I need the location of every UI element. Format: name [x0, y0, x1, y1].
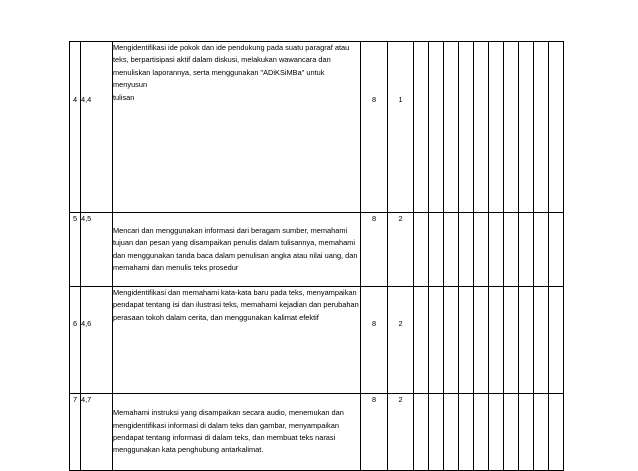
description-line: menuliskan laporannya, serta menggunakan "ADiKSiMBa" untuk menyusun: [113, 67, 325, 90]
empty-cell: [444, 42, 459, 213]
empty-cell: [519, 287, 534, 394]
empty-cell: [549, 213, 564, 287]
description-line: tulisan: [113, 92, 135, 102]
empty-cell: [474, 42, 489, 213]
description-line: Mengidentifikasi dan memahami kata-kata baru pada teks, menyampaikan: [113, 288, 357, 297]
empty-cell: [504, 394, 519, 471]
description-line: Memahami instruksi yang disampaikan secara audio, menemukan dan: [113, 408, 344, 418]
empty-cell: [549, 42, 564, 213]
competency-description: [113, 213, 361, 287]
empty-cell: [414, 287, 429, 394]
value-cell-1: 8: [361, 394, 388, 471]
value-cell-2: 2: [388, 213, 414, 287]
empty-cell: [519, 42, 534, 213]
empty-cell: [444, 213, 459, 287]
description-line: pendapat tentang informasi di dalam teks, dan membuat teks narasi: [113, 433, 336, 442]
value-cell-1: 8: [361, 287, 388, 394]
row-number: 4: [70, 42, 81, 213]
description-line: dan menggunakan tanda baca dalam penulisan angka atau nilai uang, dan: [113, 250, 358, 260]
value-cell-2: 1: [388, 42, 414, 213]
description-line: perasaan tokoh dalam cerita, dan menggunakan kalimat efektif: [113, 312, 319, 322]
competency-description: [113, 287, 361, 394]
empty-cell: [534, 287, 549, 394]
empty-cell: [474, 287, 489, 394]
empty-cell: [534, 42, 549, 213]
empty-cell: [414, 42, 429, 213]
empty-cell: [444, 287, 459, 394]
value-cell-2: 2: [388, 394, 414, 471]
empty-cell: [429, 213, 444, 287]
description-line: teks, berpartisipasi aktif dalam diskusi, melakukan wawancara dan: [113, 55, 331, 65]
description-line: pendapat tentang isi dan ilustrasi teks, memahami kejadian dan perubahan: [113, 300, 359, 310]
empty-cell: [429, 287, 444, 394]
row-number: 5: [70, 213, 81, 287]
empty-cell: [414, 394, 429, 471]
value-cell-2: 2: [388, 287, 414, 394]
competency-code: 4,5: [81, 213, 113, 287]
description-line: mengidentifikasi informasi di dalam teks dan gambar, menyampaikan: [113, 420, 339, 430]
table-row: [70, 287, 564, 394]
table-row: [70, 394, 564, 471]
competency-code: 4,7: [81, 394, 113, 471]
empty-cell: [534, 213, 549, 287]
empty-cell: [429, 394, 444, 471]
empty-cell: [489, 394, 504, 471]
empty-cell: [504, 42, 519, 213]
competency-description: [113, 394, 361, 471]
empty-cell: [414, 213, 429, 287]
description-line: Mencari dan menggunakan informasi dari beragam sumber, memahami: [113, 225, 348, 235]
empty-cell: [489, 287, 504, 394]
value-cell-1: 8: [361, 42, 388, 213]
empty-cell: [549, 394, 564, 471]
description-line: Mengidentifikasi ide pokok dan ide pendukung pada suatu paragraf atau: [113, 43, 350, 52]
description-line: menggunakan kata penghubung antarkalimat.: [113, 445, 264, 455]
empty-cell: [459, 213, 474, 287]
row-number: 7: [70, 394, 81, 471]
competency-code: 4,4: [81, 42, 113, 213]
empty-cell: [474, 213, 489, 287]
empty-cell: [489, 42, 504, 213]
description-line: tujuan dan pesan yang disampaikan penulis dalam tulisannya, memahami: [113, 238, 355, 248]
empty-cell: [489, 213, 504, 287]
empty-cell: [429, 42, 444, 213]
curriculum-table: [69, 41, 564, 471]
description-line: memahami dan menulis teks prosedur: [113, 262, 239, 272]
empty-cell: [459, 394, 474, 471]
empty-cell: [519, 213, 534, 287]
empty-cell: [459, 42, 474, 213]
value-cell-1: 8: [361, 213, 388, 287]
competency-description: [113, 42, 361, 213]
empty-cell: [459, 287, 474, 394]
empty-cell: [504, 213, 519, 287]
empty-cell: [504, 287, 519, 394]
table-row: [70, 42, 564, 213]
empty-cell: [519, 394, 534, 471]
empty-cell: [549, 287, 564, 394]
empty-cell: [474, 394, 489, 471]
table-row: [70, 213, 564, 287]
competency-code: 4,6: [81, 287, 113, 394]
row-number: 6: [70, 287, 81, 394]
empty-cell: [534, 394, 549, 471]
empty-cell: [444, 394, 459, 471]
